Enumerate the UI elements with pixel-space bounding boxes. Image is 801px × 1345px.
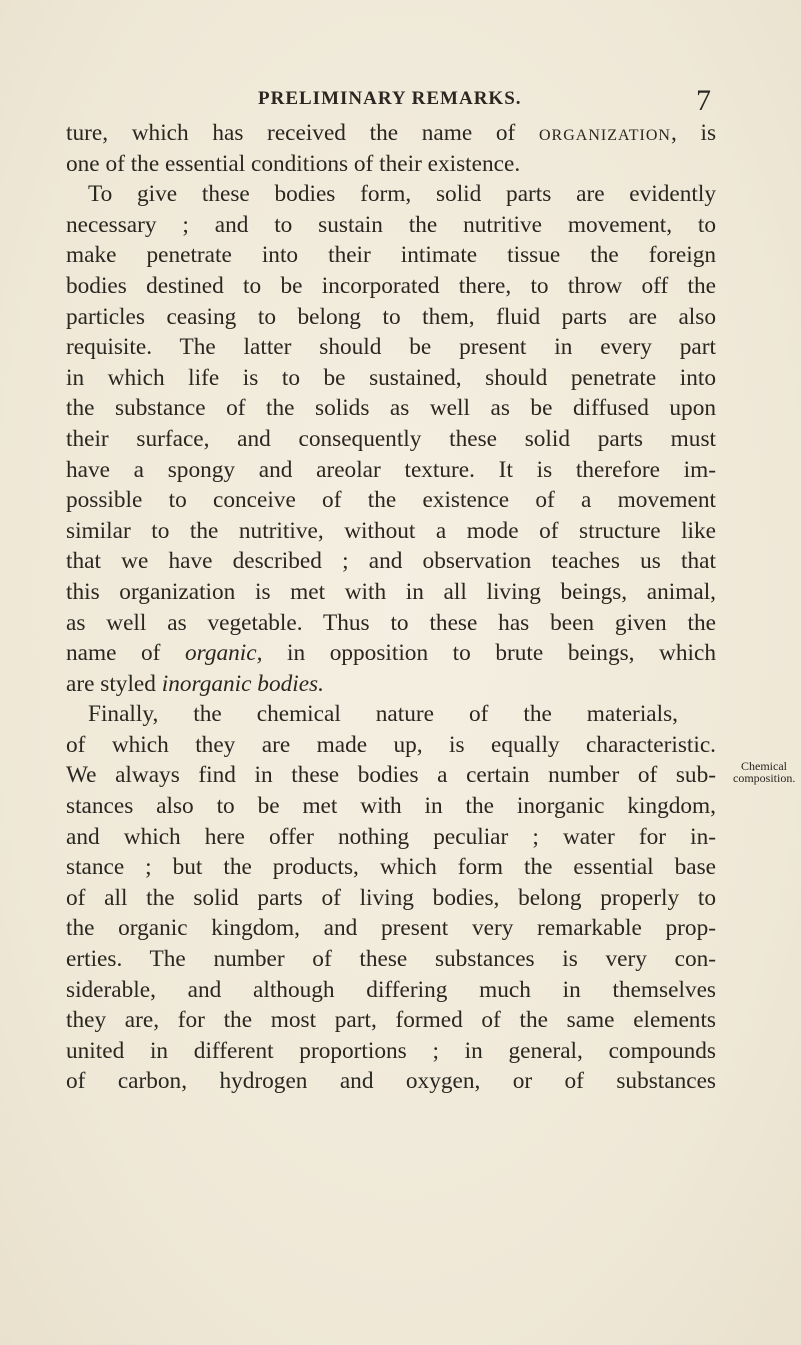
- text-line: that we have described ; and observation teaches us that: [66, 548, 716, 575]
- margin-note-line: composition.: [733, 771, 796, 785]
- text-line: stance ; but the products, which form the essential base: [66, 854, 716, 881]
- text-line: united in different proportions ; in general, compounds: [66, 1037, 716, 1064]
- small-caps-term: organization: [538, 120, 671, 146]
- margin-note: [733, 760, 801, 784]
- text-line: bodies destined to be incorporated there, to throw off the: [66, 272, 716, 299]
- text-line: possible to conceive of the existence of a movement: [66, 487, 716, 514]
- text-line: have a spongy and areolar texture. It is therefore im-: [66, 456, 716, 483]
- text-line: they are, for the most part, formed of the same elements: [66, 1007, 716, 1034]
- text-line: as well as vegetable. Thus to these has been given the: [66, 609, 716, 636]
- text-line: and which here offer nothing peculiar ; water for in-: [66, 823, 716, 850]
- running-title: PRELIMINARY REMARKS.: [258, 88, 522, 109]
- text-line: stances also to be met with in the inorganic kingdom,: [66, 793, 716, 820]
- text-line: similar to the nutritive, without a mode of structure like: [66, 517, 716, 544]
- text-line: of carbon, hydrogen and oxygen, or of substances: [66, 1068, 716, 1095]
- text-line: requisite. The latter should be present in every part: [66, 334, 716, 361]
- text-line: of all the solid parts of living bodies, belong properly to: [66, 884, 716, 911]
- text-line: one of the essential conditions of their existence.: [66, 150, 521, 177]
- text-line: erties. The number of these substances is very con-: [66, 946, 716, 973]
- italic-term: organic,: [185, 640, 263, 667]
- text-line: We always find in these bodies a certain number of sub-: [66, 762, 716, 789]
- text-line: ture, which has received the name of organization, is: [66, 120, 717, 146]
- body-text: [66, 118, 716, 1097]
- page-number: 7: [696, 84, 711, 117]
- text-line: the organic kingdom, and present very remarkable prop-: [66, 915, 716, 942]
- text-line: necessary ; and to sustain the nutritive movement, to: [66, 211, 716, 238]
- text-line: their surface, and consequently these solid parts must: [66, 425, 716, 452]
- running-head: [0, 86, 801, 120]
- text-line: make penetrate into their intimate tissue the foreign: [66, 242, 716, 269]
- paragraph-start: Finally, the chemical nature of the materials,: [88, 701, 678, 728]
- paragraph-start: To give these bodies form, solid parts are evidently: [88, 181, 716, 208]
- text-line: particles ceasing to belong to them, fluid parts are also: [66, 303, 716, 330]
- text-line: siderable, and although differing much in themselves: [66, 976, 716, 1003]
- text-line: name of organic, in opposition to brute beings, which: [66, 640, 716, 667]
- text-line: this organization is met with in all living beings, animal,: [66, 578, 716, 605]
- text-line: in which life is to be sustained, should penetrate into: [66, 364, 716, 391]
- margin-note-line: Chemical: [741, 759, 787, 773]
- text-line: of which they are made up, is equally characteristic.: [66, 731, 716, 758]
- text-line: are styled inorganic bodies.: [66, 670, 324, 697]
- italic-term: inorganic bodies.: [161, 670, 324, 697]
- text-line: the substance of the solids as well as be diffused upon: [66, 395, 716, 422]
